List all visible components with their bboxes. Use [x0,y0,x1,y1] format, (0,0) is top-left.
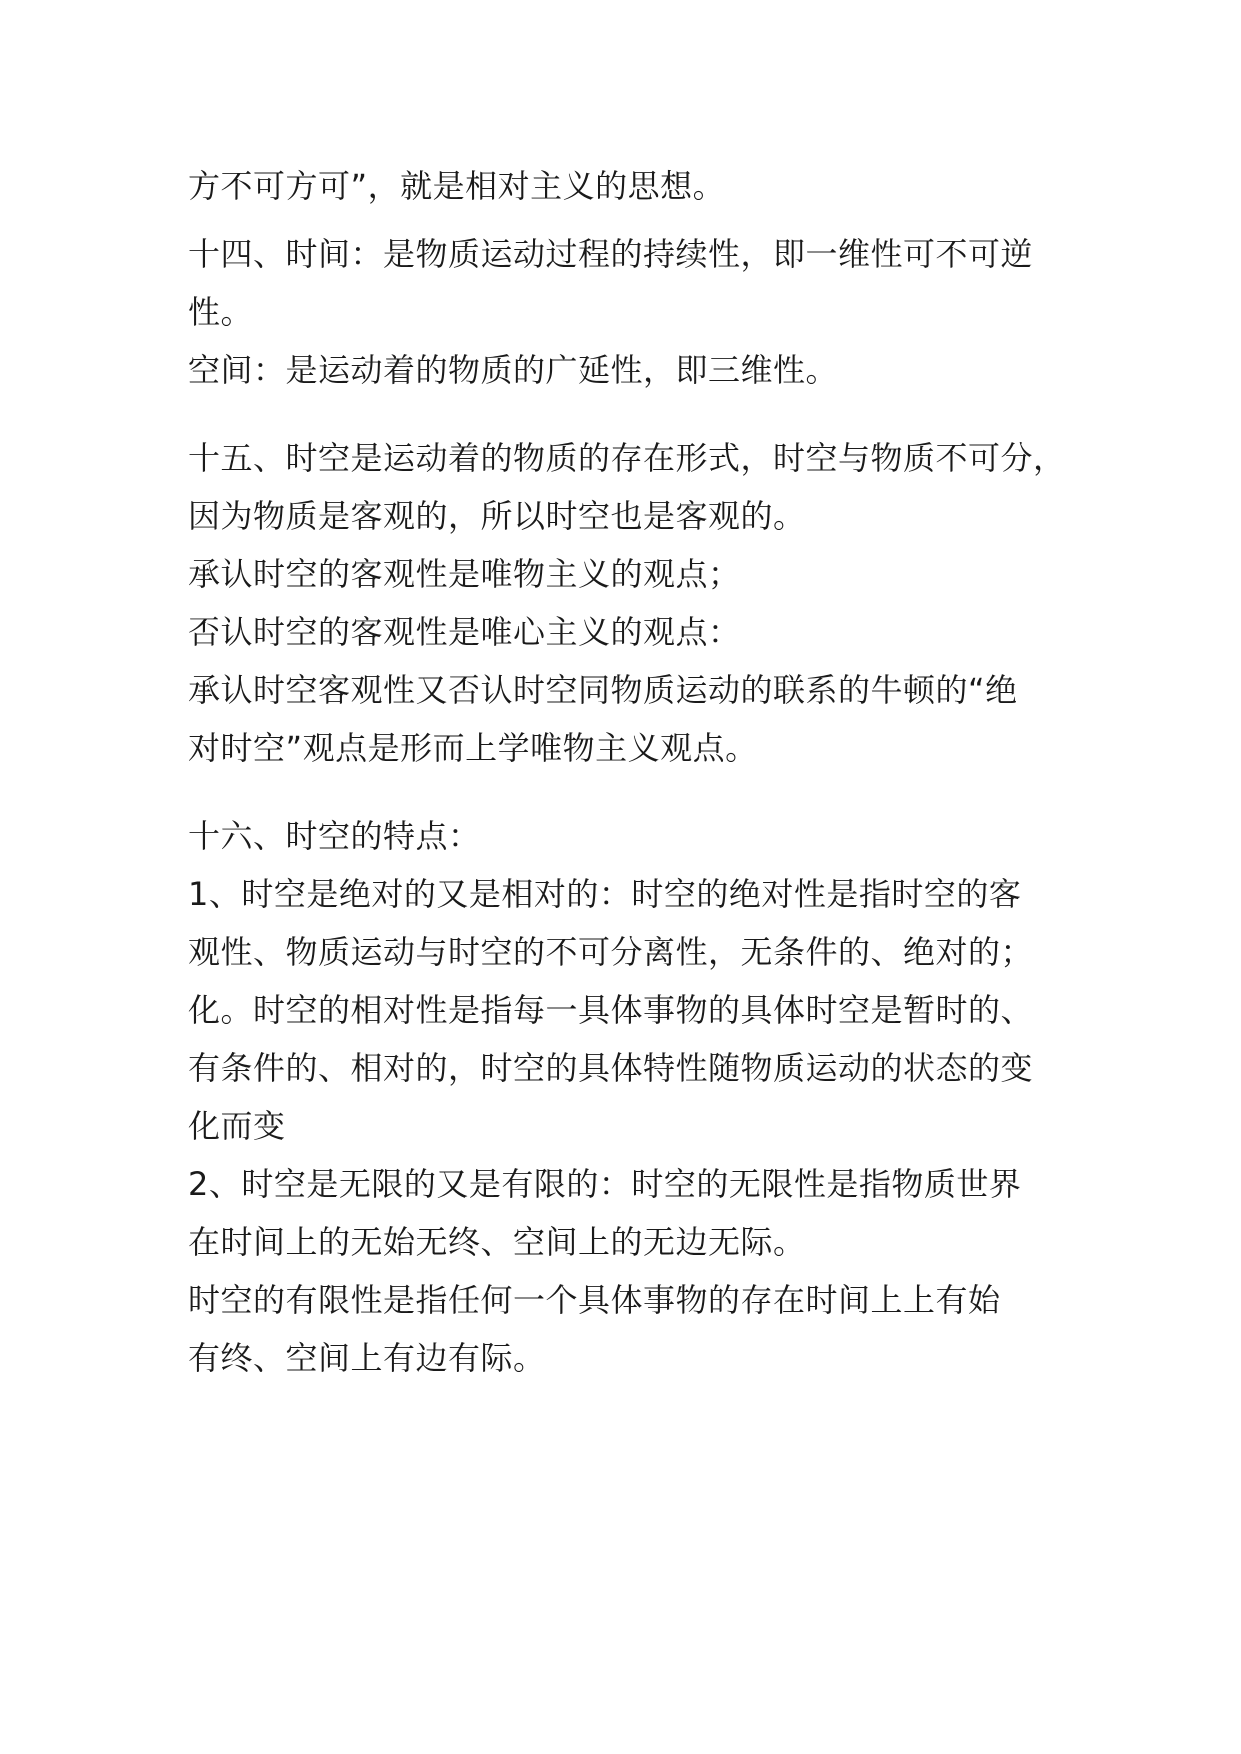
text-line: 因为物质是客观的，所以时空也是客观的。 [188,497,806,535]
section-heading-16: 十六、时空的特点： [188,817,481,855]
section-heading-14: 十四、时间：是物质运动过程的持续性，即一维性可不可逆 [188,235,1034,273]
text-line: 观性、物质运动与时空的不可分离性，无条件的、绝对的； [188,933,1034,971]
text-line: 在时间上的无始无终、空间上的无边无际。 [188,1223,806,1261]
text-line: 化而变 [188,1107,286,1145]
list-item-2: 2、时空是无限的又是有限的：时空的无限性是指物质世界 [188,1165,1022,1203]
text-line: 承认时空的客观性是唯物主义的观点； [188,555,741,593]
text-line: 空间：是运动着的物质的广延性，即三维性。 [188,351,839,389]
section-heading-15: 十五、时空是运动着的物质的存在形式，时空与物质不可分， [188,439,1066,477]
text-line: 对时空”观点是形而上学唯物主义观点。 [188,729,758,767]
text-line: 否认时空的客观性是唯心主义的观点： [188,613,741,651]
text-line: 有终、空间上有边有际。 [188,1339,546,1377]
text-line: 性。 [188,293,254,331]
text-line: 化。时空的相对性是指每一具体事物的具体时空是暂时的、 [188,991,1034,1029]
text-line: 时空的有限性是指任何一个具体事物的存在时间上上有始 [188,1281,1001,1319]
text-line: 有条件的、相对的，时空的具体特性随物质运动的状态的变 [188,1049,1034,1087]
list-item-1: 1、时空是绝对的又是相对的：时空的绝对性是指时空的客 [188,875,1022,913]
text-line: 承认时空客观性又否认时空同物质运动的联系的牛顿的“绝 [188,671,1018,709]
text-line: 方不可方可”，就是相对主义的思想。 [188,167,726,205]
